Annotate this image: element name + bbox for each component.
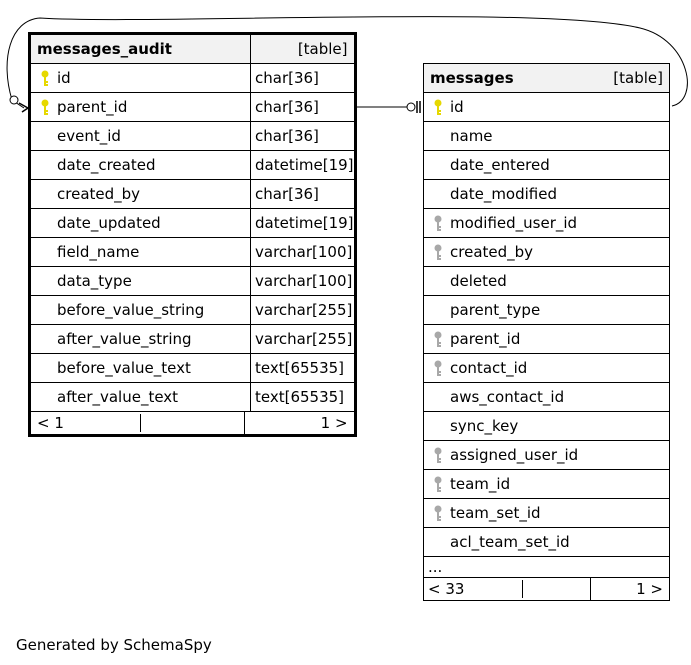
- primary-key-icon: [433, 99, 443, 116]
- table-row[interactable]: [30, 354, 356, 383]
- column-name-text: assigned_user_id: [450, 446, 579, 464]
- column-name[interactable]: [30, 122, 251, 151]
- table-row[interactable]: [424, 354, 670, 383]
- column-name-text: after_value_text: [57, 388, 179, 406]
- table-header: [30, 34, 356, 64]
- footer-cell: [424, 578, 670, 601]
- generated-by-note: Generated by SchemaSpy: [16, 636, 212, 654]
- column-name-text: parent_id: [450, 330, 521, 348]
- column-name-text: parent_type: [450, 301, 541, 319]
- column-type: datetime[19]: [251, 151, 356, 180]
- column-name-text: after_value_string: [57, 330, 192, 348]
- column-type: char[36]: [251, 122, 356, 151]
- column-name[interactable]: [424, 122, 670, 151]
- column-name-text: acl_team_set_id: [450, 533, 570, 551]
- column-name[interactable]: [424, 325, 670, 354]
- column-name[interactable]: [424, 354, 670, 383]
- column-type: varchar[100]: [251, 267, 356, 296]
- table-row[interactable]: [424, 383, 670, 412]
- column-name[interactable]: [424, 296, 670, 325]
- column-name[interactable]: [424, 412, 670, 441]
- column-name-text: modified_user_id: [450, 214, 578, 232]
- table-row[interactable]: [424, 499, 670, 528]
- footer-parents-count[interactable]: 1 >: [636, 580, 663, 598]
- more-columns-row: [424, 557, 670, 578]
- table-row[interactable]: [30, 64, 356, 93]
- column-name[interactable]: [424, 499, 670, 528]
- table-row[interactable]: [424, 238, 670, 267]
- table-row[interactable]: [424, 528, 670, 557]
- column-name-text: before_value_text: [57, 359, 191, 377]
- column-name-text: date_created: [57, 156, 156, 174]
- column-name[interactable]: [30, 180, 251, 209]
- column-name[interactable]: [424, 151, 670, 180]
- column-name-text: date_entered: [450, 156, 550, 174]
- table-row[interactable]: [30, 296, 356, 325]
- table-row[interactable]: [30, 93, 356, 122]
- table-name[interactable]: messages: [430, 69, 514, 87]
- column-name[interactable]: [424, 470, 670, 499]
- column-name[interactable]: [30, 325, 251, 354]
- column-type: varchar[255]: [251, 296, 356, 325]
- column-name[interactable]: [424, 238, 670, 267]
- column-name[interactable]: [30, 238, 251, 267]
- table-kind: [table]: [251, 34, 356, 64]
- messages-table: [423, 63, 670, 601]
- column-name-text: event_id: [57, 127, 121, 145]
- table-row[interactable]: [424, 296, 670, 325]
- column-name-text: team_id: [450, 475, 511, 493]
- table-row[interactable]: [424, 441, 670, 470]
- column-name-text: sync_key: [450, 417, 519, 435]
- column-type: varchar[100]: [251, 238, 356, 267]
- column-name-text: id: [57, 69, 71, 87]
- table-row[interactable]: [424, 209, 670, 238]
- table-row[interactable]: [30, 151, 356, 180]
- column-name[interactable]: [30, 296, 251, 325]
- foreign-key-icon: [433, 331, 443, 348]
- table-row[interactable]: [424, 412, 670, 441]
- column-name[interactable]: [424, 383, 670, 412]
- column-name-text: aws_contact_id: [450, 388, 565, 406]
- foreign-key-icon: [433, 476, 443, 493]
- table-row[interactable]: [424, 93, 670, 122]
- table-header-cell: [424, 64, 670, 93]
- column-name-text: created_by: [57, 185, 141, 203]
- footer-spacer: [141, 412, 245, 434]
- table-header: [424, 64, 670, 93]
- table-row[interactable]: [424, 470, 670, 499]
- table-row[interactable]: [424, 325, 670, 354]
- column-type: text[65535]: [251, 354, 356, 383]
- footer-cell: [30, 412, 356, 436]
- column-name[interactable]: [30, 354, 251, 383]
- column-type: char[36]: [251, 64, 356, 93]
- table-row[interactable]: [424, 180, 670, 209]
- table-row[interactable]: [30, 325, 356, 354]
- column-name[interactable]: [30, 209, 251, 238]
- column-name-text: before_value_string: [57, 301, 205, 319]
- column-type: text[65535]: [251, 383, 356, 412]
- table-row[interactable]: [424, 122, 670, 151]
- primary-key-icon: [40, 99, 50, 116]
- footer-spacer: [523, 578, 591, 600]
- foreign-key-icon: [433, 215, 443, 232]
- column-name[interactable]: [30, 151, 251, 180]
- table-row[interactable]: [424, 151, 670, 180]
- foreign-key-icon: [433, 505, 443, 522]
- table-name[interactable]: messages_audit: [30, 34, 251, 64]
- table-row[interactable]: [30, 180, 356, 209]
- foreign-key-icon: [433, 244, 443, 261]
- column-name-text: contact_id: [450, 359, 528, 377]
- relation-zero-marker: [10, 96, 18, 104]
- table-row[interactable]: [30, 238, 356, 267]
- column-name[interactable]: [424, 267, 670, 296]
- footer-parents-count[interactable]: 1 >: [320, 414, 348, 432]
- table-row[interactable]: [30, 383, 356, 412]
- table-kind: [table]: [613, 69, 663, 87]
- column-name-text: created_by: [450, 243, 534, 261]
- column-name[interactable]: [424, 528, 670, 557]
- column-name[interactable]: [424, 209, 670, 238]
- column-name-text: team_set_id: [450, 504, 541, 522]
- column-type: varchar[255]: [251, 325, 356, 354]
- column-name[interactable]: [424, 180, 670, 209]
- table-footer: [424, 578, 670, 601]
- column-name-text: name: [450, 127, 493, 145]
- column-name-text: date_updated: [57, 214, 161, 232]
- column-name[interactable]: [30, 93, 251, 122]
- foreign-key-icon: [433, 447, 443, 464]
- column-name-text: deleted: [450, 272, 507, 290]
- table-footer: [30, 412, 356, 436]
- foreign-key-icon: [433, 360, 443, 377]
- column-type: char[36]: [251, 93, 356, 122]
- column-name[interactable]: [424, 441, 670, 470]
- column-name-text: data_type: [57, 272, 132, 290]
- relation-zero-marker: [407, 103, 415, 111]
- column-name[interactable]: [30, 383, 251, 412]
- column-name-text: parent_id: [57, 98, 128, 116]
- column-type: char[36]: [251, 180, 356, 209]
- column-name-text: date_modified: [450, 185, 557, 203]
- footer-children-count[interactable]: < 33: [424, 580, 523, 598]
- table-row[interactable]: [30, 122, 356, 151]
- messages-audit-table: [28, 32, 357, 437]
- column-name-text: id: [450, 98, 464, 116]
- table-row[interactable]: [30, 209, 356, 238]
- table-row[interactable]: [30, 267, 356, 296]
- footer-children-count[interactable]: < 1: [31, 414, 141, 432]
- table-row[interactable]: [424, 267, 670, 296]
- primary-key-icon: [40, 70, 50, 87]
- column-name-text: field_name: [57, 243, 140, 261]
- column-name[interactable]: [424, 93, 670, 122]
- more-columns-ellipsis: ...: [424, 557, 670, 578]
- column-name[interactable]: [30, 267, 251, 296]
- column-name[interactable]: [30, 64, 251, 93]
- column-type: datetime[19]: [251, 209, 356, 238]
